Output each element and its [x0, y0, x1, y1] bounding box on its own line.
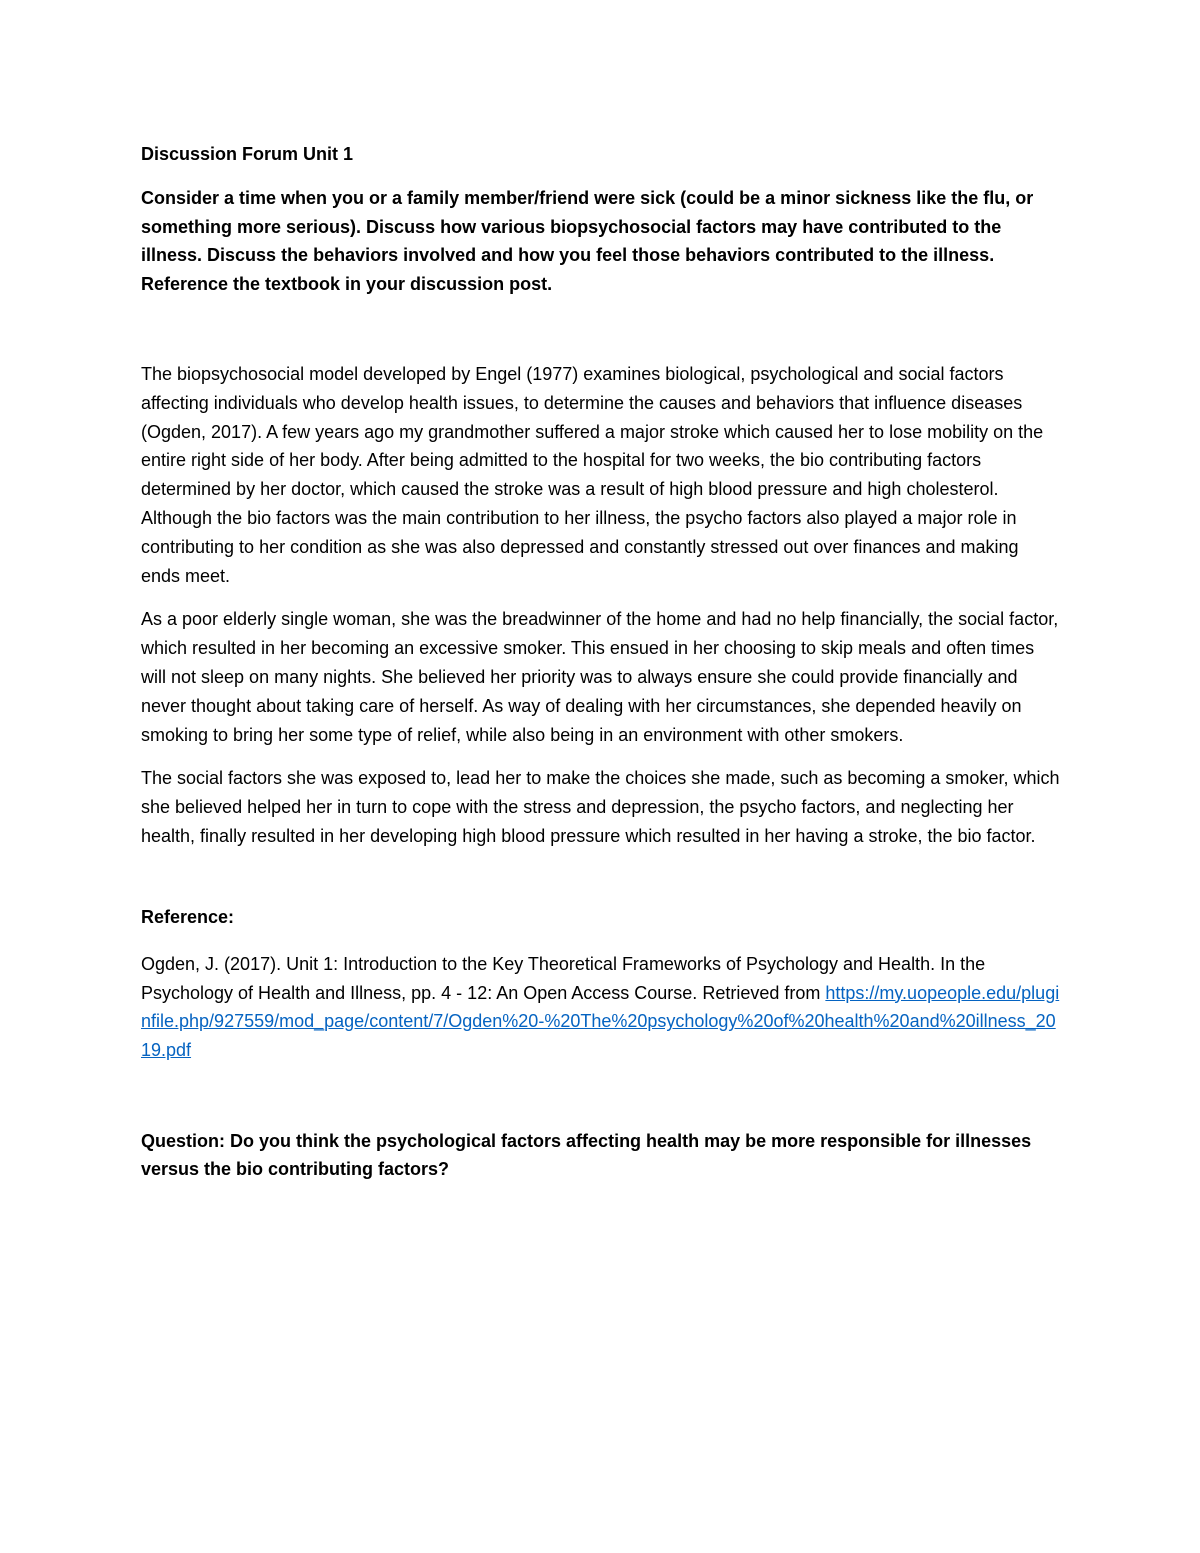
body-paragraph-1: The biopsychosocial model developed by Engel (1977) examines biological, psychological and social factors affecting individuals who develop health issues, to determine the causes and behaviors that influence diseases (Ogden, 2017). A few years ago my grandmother suffered a major stroke which caused her to lose mobility on the entire right side of her body. After being admitted to the hospital for two weeks, the bio contributing factors determined by her doctor, which caused the stroke was a result of high blood pressure and high cholesterol. Although the bio factors was the main contribution to her illness, the psycho factors also played a major role in contributing to her condition as she was also depressed and constantly stressed out over finances and making ends meet.: [141, 364, 1044, 586]
reference-link[interactable]: https://my.uopeople.edu/pluginfile.php/927559/mod_page/content/7/Ogden%20-%20The%20psychology%20of%20health%20and%20illness_2019.pdf: [141, 982, 1060, 1061]
discussion-prompt: Consider a time when you or a family member/friend were sick (could be a minor sickness like the flu, or something more serious). Discuss how various biopsychosocial factors may have contributed to the illness. Discuss the behaviors involved and how you feel those behaviors contributed to the illness. Reference the textbook in your discussion post.: [141, 188, 1034, 294]
page-title: Discussion Forum Unit 1: [141, 144, 354, 164]
reference-heading: Reference:: [141, 906, 235, 927]
document-page: [141, 140, 1061, 1183]
body-paragraph-2: As a poor elderly single woman, she was the breadwinner of the home and had no help financially, the social factor, which resulted in her becoming an excessive smoker. This ensued in her choosing to skip meals and often times will not sleep on many nights. She believed her priority was to always ensure she could provide financially and never thought about taking care of herself. As way of dealing with her circumstances, she depended heavily on smoking to bring her some type of relief, while also being in an environment with other smokers.: [141, 609, 1059, 745]
discussion-question: Question: Do you think the psychological factors affecting health may be more responsible for illnesses versus the bio contributing factors?: [141, 1130, 1032, 1179]
body-paragraph-3: The social factors she was exposed to, lead her to make the choices she made, such as becoming a smoker, which she believed helped her in turn to cope with the stress and depression, the psycho factors, and neglecting her health, finally resulted in her developing high blood pressure which resulted in her having a stroke, the bio factor.: [141, 768, 1060, 846]
reference-citation: Ogden, J. (2017). Unit 1: Introduction to the Key Theoretical Frameworks of Psychology and Health. In the Psychology of Health and Illness, pp. 4 - 12: An Open Access Course. Retrieved from: [141, 953, 986, 1003]
reference-entry: [141, 950, 1061, 1065]
